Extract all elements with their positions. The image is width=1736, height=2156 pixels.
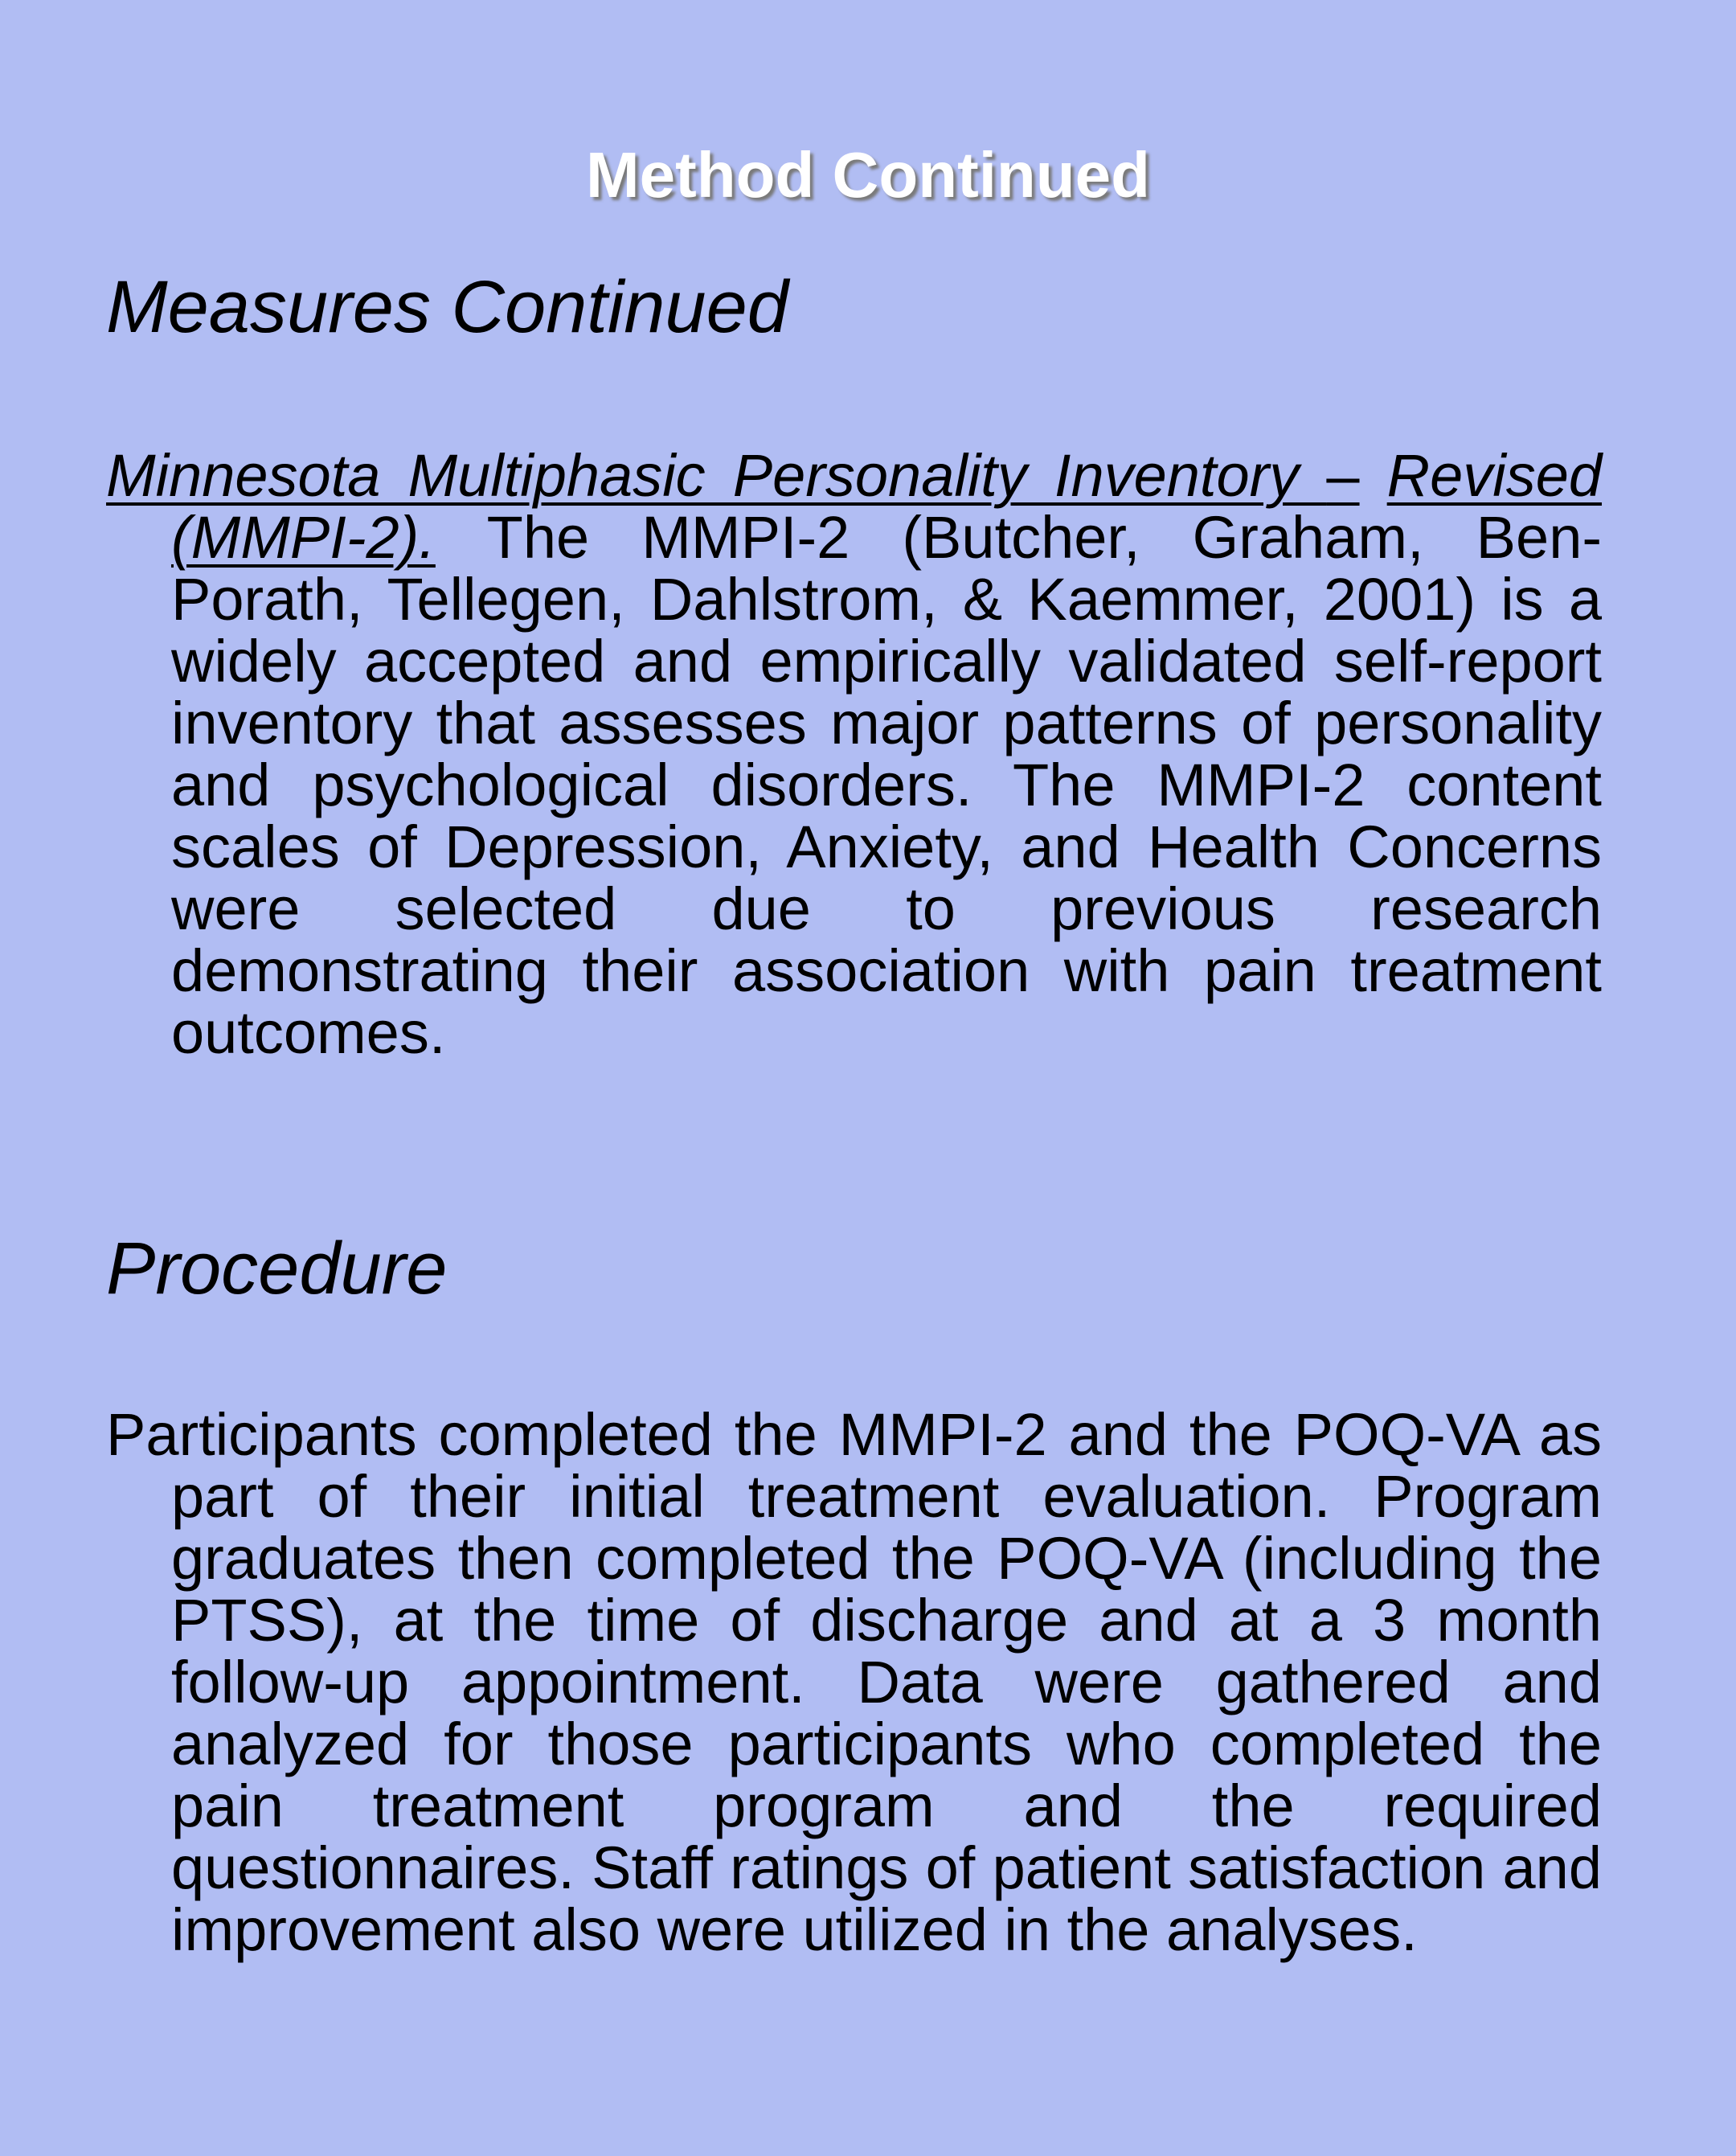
page-title: Method Continued (585, 139, 1151, 211)
mmpi-paragraph (106, 442, 1603, 1066)
measures-heading: Measures Continued (106, 266, 788, 348)
mmpi-name-suffix: Revised (MMPI-2). (171, 442, 1603, 571)
mmpi-name-prefix: Minnesota Multiphasic Personality Inventory (106, 442, 1327, 509)
mmpi-body: The MMPI-2 (Butcher, Graham, Ben-Porath, Tellegen, Dahlstrom, & Kaemmer, 2001) is a widely accepted and empirically validated self-report inventory that assesses major patterns of personality and psychological disorders. The MMPI-2 content scales of Depression, Anxiety, and Health Concerns were selected due to previous research demonstrating their association with pain treatment outcomes. (171, 504, 1602, 1066)
procedure-paragraph: Participants completed the MMPI-2 and the POQ-VA as part of their initial treatment evaluation. Program graduates then completed the POQ-VA (including the PTSS), at the time of discharge and at a 3 month follow-up appointment. Data were gathered and analyzed for those participants who completed the pain treatment program and the required questionnaires. Staff ratings of patient satisfaction and improvement also were utilized in the analyses. (106, 1401, 1602, 1963)
mmpi-name-dash: – (1326, 442, 1360, 509)
procedure-heading: Procedure (106, 1228, 448, 1310)
